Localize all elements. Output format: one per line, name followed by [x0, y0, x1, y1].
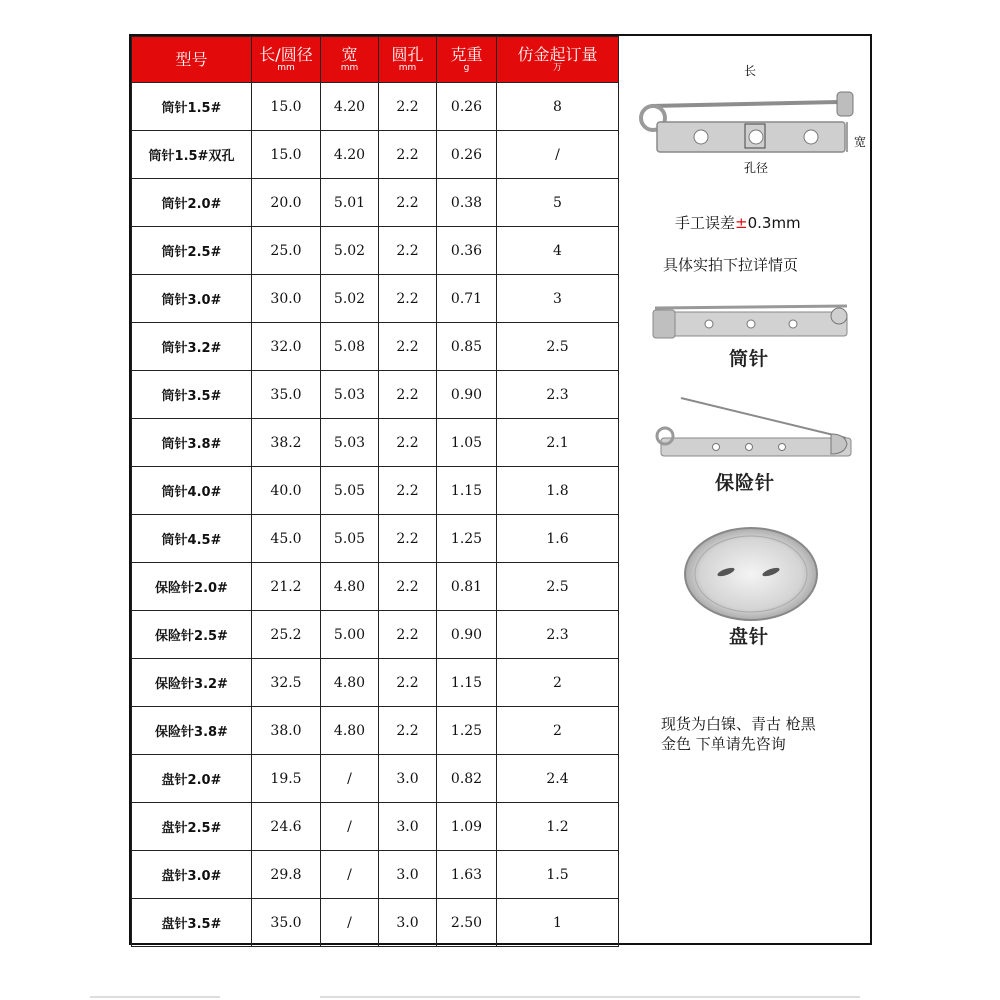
- table-row: [132, 467, 619, 515]
- hole-1: [694, 130, 708, 144]
- model-cell: 筒针3.8#: [132, 419, 252, 467]
- table-cell: 1.63: [437, 851, 497, 899]
- table-cell: 0.82: [437, 755, 497, 803]
- table-cell: 5.00: [321, 611, 379, 659]
- table-cell: 4.80: [321, 659, 379, 707]
- table-cell: 5.08: [321, 323, 379, 371]
- table-cell: 5.01: [321, 179, 379, 227]
- table-row: [132, 179, 619, 227]
- column-header-label: 克重: [450, 44, 483, 64]
- model-cell: 保险针3.2#: [132, 659, 252, 707]
- table-cell: 5.03: [321, 419, 379, 467]
- table-row: [132, 899, 619, 947]
- table-cell: /: [321, 899, 379, 947]
- table-cell: 2.2: [379, 83, 437, 131]
- table-row: [132, 323, 619, 371]
- table-cell: 2.2: [379, 515, 437, 563]
- table-cell: 19.5: [252, 755, 321, 803]
- table-cell: 30.0: [252, 275, 321, 323]
- table-cell: 1.15: [437, 659, 497, 707]
- table-cell: 1.2: [497, 803, 619, 851]
- table-cell: 0.38: [437, 179, 497, 227]
- table-row: [132, 227, 619, 275]
- table-cell: 1.25: [437, 515, 497, 563]
- table-row: [132, 131, 619, 179]
- column-header-label: 型号: [175, 50, 208, 69]
- table-cell: 0.81: [437, 563, 497, 611]
- tolerance-value: 0.3mm: [747, 214, 801, 232]
- safety-pin-caption: 保险针: [715, 472, 776, 494]
- model-cell: 盘针2.0#: [132, 755, 252, 803]
- table-cell: 2: [497, 707, 619, 755]
- table-cell: 5: [497, 179, 619, 227]
- table-cell: /: [321, 755, 379, 803]
- disc-pin-caption: 盘针: [729, 626, 770, 648]
- table-cell: 45.0: [252, 515, 321, 563]
- table-cell: 1.6: [497, 515, 619, 563]
- table-cell: 8: [497, 83, 619, 131]
- detail-hint: 具体实拍下拉详情页: [663, 256, 799, 274]
- spec-sheet: [129, 34, 872, 945]
- table-cell: 0.85: [437, 323, 497, 371]
- disc-pin-image: [681, 524, 821, 624]
- table-cell: 2.2: [379, 371, 437, 419]
- table-cell: 4: [497, 227, 619, 275]
- table-cell: 2.1: [497, 419, 619, 467]
- model-cell: 保险针2.0#: [132, 563, 252, 611]
- model-cell: 保险针2.5#: [132, 611, 252, 659]
- table-cell: 3.0: [379, 755, 437, 803]
- table-cell: 15.0: [252, 131, 321, 179]
- table-row: [132, 803, 619, 851]
- table-row: [132, 707, 619, 755]
- model-cell: 盘针3.0#: [132, 851, 252, 899]
- table-cell: 32.0: [252, 323, 321, 371]
- column-header-unit: mm: [398, 62, 417, 73]
- stock-line-1: 现货为白镍、青古 枪黑: [661, 715, 816, 733]
- table-cell: 0.71: [437, 275, 497, 323]
- hole-2: [749, 130, 763, 144]
- table-cell: 5.03: [321, 371, 379, 419]
- table-cell: 5.05: [321, 515, 379, 563]
- hole-diameter-label: 孔径: [743, 161, 769, 175]
- table-cell: 2.2: [379, 179, 437, 227]
- column-header-label: 宽: [341, 44, 358, 64]
- tolerance-prefix: 手工误差: [675, 214, 736, 232]
- column-header-unit: 万: [552, 62, 562, 73]
- table-cell: 0.36: [437, 227, 497, 275]
- column-header-label: 圆孔: [391, 44, 424, 64]
- column-header: [132, 37, 252, 83]
- table-cell: 40.0: [252, 467, 321, 515]
- bottom-divider-left: [90, 996, 220, 998]
- table-cell: /: [497, 131, 619, 179]
- table-cell: 0.90: [437, 611, 497, 659]
- table-cell: 4.80: [321, 563, 379, 611]
- stock-line-2: 金色 下单请先咨询: [661, 735, 786, 753]
- table-cell: 3.0: [379, 899, 437, 947]
- table-cell: 2.2: [379, 467, 437, 515]
- model-cell: 筒针3.5#: [132, 371, 252, 419]
- table-cell: 24.6: [252, 803, 321, 851]
- table-cell: 2.2: [379, 659, 437, 707]
- model-cell: 筒针2.5#: [132, 227, 252, 275]
- table-cell: 2.4: [497, 755, 619, 803]
- table-cell: 1.09: [437, 803, 497, 851]
- table-cell: 3: [497, 275, 619, 323]
- table-row: [132, 419, 619, 467]
- table-cell: 4.20: [321, 83, 379, 131]
- table-row: [132, 275, 619, 323]
- table-row: [132, 371, 619, 419]
- spec-table: [131, 36, 619, 947]
- table-cell: 2.5: [497, 563, 619, 611]
- tube-pin-image: [649, 298, 854, 348]
- table-cell: 2.3: [497, 371, 619, 419]
- table-cell: 2.2: [379, 563, 437, 611]
- table-cell: 15.0: [252, 83, 321, 131]
- column-header-unit: mm: [277, 62, 295, 73]
- column-header-unit: mm: [340, 62, 359, 73]
- column-header: [252, 37, 321, 83]
- table-cell: 2.2: [379, 131, 437, 179]
- safety-pin-image: [651, 396, 856, 464]
- model-cell: 筒针4.5#: [132, 515, 252, 563]
- table-cell: 38.2: [252, 419, 321, 467]
- table-cell: 2.50: [437, 899, 497, 947]
- table-cell: 5.05: [321, 467, 379, 515]
- table-cell: 0.90: [437, 371, 497, 419]
- table-row: [132, 611, 619, 659]
- pin-clasp: [837, 92, 853, 116]
- tolerance-sign: ±: [735, 214, 748, 232]
- column-header: [497, 37, 619, 83]
- model-cell: 筒针4.0#: [132, 467, 252, 515]
- model-cell: 筒针1.5#: [132, 83, 252, 131]
- tolerance-note: [675, 212, 801, 233]
- model-cell: 盘针2.5#: [132, 803, 252, 851]
- table-row: [132, 659, 619, 707]
- table-cell: 1.05: [437, 419, 497, 467]
- hole-3: [804, 130, 818, 144]
- table-cell: 2.2: [379, 611, 437, 659]
- column-header: [321, 37, 379, 83]
- table-body: [132, 83, 619, 947]
- table-cell: 2.2: [379, 419, 437, 467]
- table-cell: 4.80: [321, 707, 379, 755]
- table-cell: 3.0: [379, 803, 437, 851]
- table-cell: 25.0: [252, 227, 321, 275]
- table-header: [132, 37, 619, 83]
- column-header-unit: g: [463, 62, 470, 73]
- table-cell: 1: [497, 899, 619, 947]
- table-row: [132, 851, 619, 899]
- bottom-divider-right: [320, 996, 860, 998]
- model-cell: 筒针3.0#: [132, 275, 252, 323]
- table-cell: 2.2: [379, 323, 437, 371]
- dimension-diagram: [639, 60, 867, 195]
- table-cell: 4.20: [321, 131, 379, 179]
- table-cell: 32.5: [252, 659, 321, 707]
- product-side-panel: [618, 36, 871, 943]
- table-cell: 5.02: [321, 275, 379, 323]
- column-header-label: 仿金起订量: [517, 44, 598, 64]
- length-label: 长: [743, 64, 757, 78]
- table-cell: 2.2: [379, 227, 437, 275]
- table-cell: 2.2: [379, 707, 437, 755]
- pin-wire: [651, 102, 839, 106]
- model-cell: 筒针2.0#: [132, 179, 252, 227]
- column-header-label: 长/圆径: [259, 44, 313, 64]
- model-cell: 筒针1.5#双孔: [132, 131, 252, 179]
- table-cell: 20.0: [252, 179, 321, 227]
- table-cell: 2.3: [497, 611, 619, 659]
- table-row: [132, 83, 619, 131]
- width-label: 宽: [854, 135, 867, 149]
- column-header: [437, 37, 497, 83]
- table-cell: 1.25: [437, 707, 497, 755]
- table-cell: 29.8: [252, 851, 321, 899]
- table-cell: 25.2: [252, 611, 321, 659]
- table-cell: 2.2: [379, 275, 437, 323]
- table-cell: 0.26: [437, 131, 497, 179]
- stock-note: [661, 714, 816, 754]
- table-cell: /: [321, 851, 379, 899]
- table-cell: 1.8: [497, 467, 619, 515]
- tube-pin-caption: 筒针: [729, 348, 770, 370]
- table-row: [132, 563, 619, 611]
- model-cell: 筒针3.2#: [132, 323, 252, 371]
- table-cell: 0.26: [437, 83, 497, 131]
- table-cell: 35.0: [252, 371, 321, 419]
- table-row: [132, 755, 619, 803]
- table-cell: 35.0: [252, 899, 321, 947]
- model-cell: 保险针3.8#: [132, 707, 252, 755]
- model-cell: 盘针3.5#: [132, 899, 252, 947]
- table-row: [132, 515, 619, 563]
- table-cell: 5.02: [321, 227, 379, 275]
- table-cell: 2.5: [497, 323, 619, 371]
- table-cell: 1.15: [437, 467, 497, 515]
- table-cell: 3.0: [379, 851, 437, 899]
- table-cell: 38.0: [252, 707, 321, 755]
- table-cell: 2: [497, 659, 619, 707]
- column-header: [379, 37, 437, 83]
- table-cell: /: [321, 803, 379, 851]
- table-cell: 21.2: [252, 563, 321, 611]
- table-cell: 1.5: [497, 851, 619, 899]
